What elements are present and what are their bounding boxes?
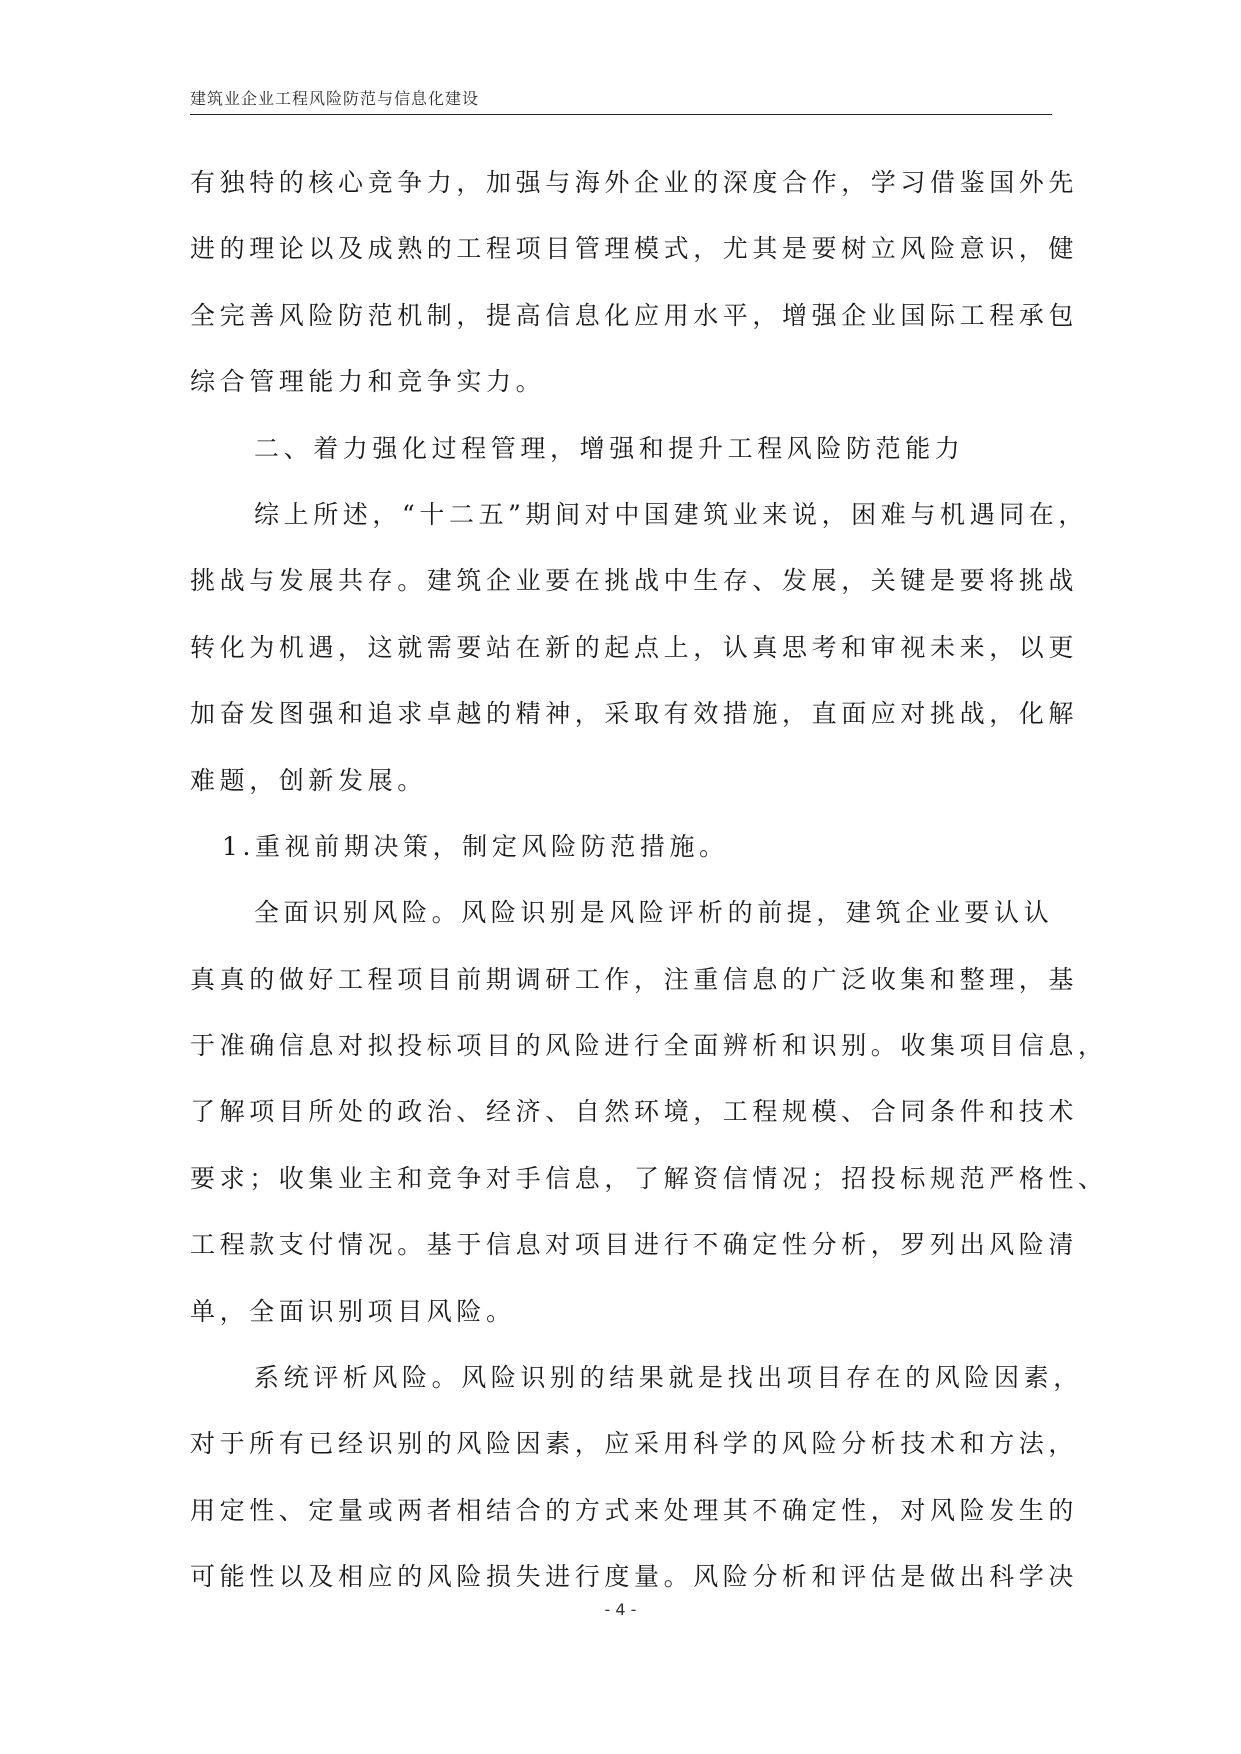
paragraph-first-line: 综上所述，“十二五”期间对中国建筑业来说，困难与机遇同在， (254, 499, 1088, 529)
body-line: 单，全面识别项目风险。 (190, 1296, 516, 1326)
body-line: 进的理论以及成熟的工程项目管理模式，尤其是要树立风险意识，健 (190, 234, 1079, 264)
body-line: 了解项目所处的政治、经济、自然环境，工程规模、合同条件和技术 (190, 1097, 1079, 1127)
body-line: 可能性以及相应的风险损失进行度量。风险分析和评估是做出科学决 (190, 1562, 1079, 1592)
body-line: 加奋发图强和追求卓越的精神，采取有效措施，直面应对挑战，化解 (190, 699, 1079, 729)
body-line: 工程款支付情况。基于信息对项目进行不确定性分析，罗列出风险清 (190, 1230, 1079, 1260)
paragraph-first-line: 全面识别风险。风险识别是风险评析的前提，建筑企业要认认 (254, 898, 1054, 928)
body-line: 于准确信息对拟投标项目的风险进行全面辨析和识别。收集项目信息， (190, 1031, 1108, 1061)
document-body (190, 150, 1108, 1611)
body-line: 用定性、定量或两者相结合的方式来处理其不确定性，对风险发生的 (190, 1495, 1079, 1525)
body-line: 对于所有已经识别的风险因素，应采用科学的风险分析技术和方法， (190, 1429, 1079, 1459)
body-line: 转化为机遇，这就需要站在新的起点上，认真思考和审视未来，以更 (190, 632, 1079, 662)
body-line: 综合管理能力和竞争实力。 (190, 367, 546, 397)
body-line: 要求；收集业主和竞争对手信息，了解资信情况；招投标规范严格性、 (190, 1163, 1108, 1193)
running-header (190, 84, 1052, 115)
header-title: 建筑业企业工程风险防范与信息化建设 (190, 89, 480, 108)
subsection-heading: 1.重视前期决策，制定风险防范措施。 (222, 831, 729, 861)
section-heading: 二、着力强化过程管理，增强和提升工程风险防范能力 (254, 433, 965, 463)
body-line: 全完善风险防范机制，提高信息化应用水平，增强企业国际工程承包 (190, 300, 1079, 330)
body-line: 挑战与发展共存。建筑企业要在挑战中生存、发展，关键是要将挑战 (190, 566, 1079, 596)
body-line: 真真的做好工程项目前期调研工作，注重信息的广泛收集和整理，基 (190, 964, 1079, 994)
paragraph-first-line: 系统评析风险。风险识别的结果就是找出项目存在的风险因素， (254, 1363, 1083, 1393)
page-number: - 4 - (604, 1600, 637, 1619)
body-line: 有独特的核心竞争力，加强与海外企业的深度合作，学习借鉴国外先 (190, 168, 1079, 197)
body-line: 难题，创新发展。 (190, 765, 427, 795)
